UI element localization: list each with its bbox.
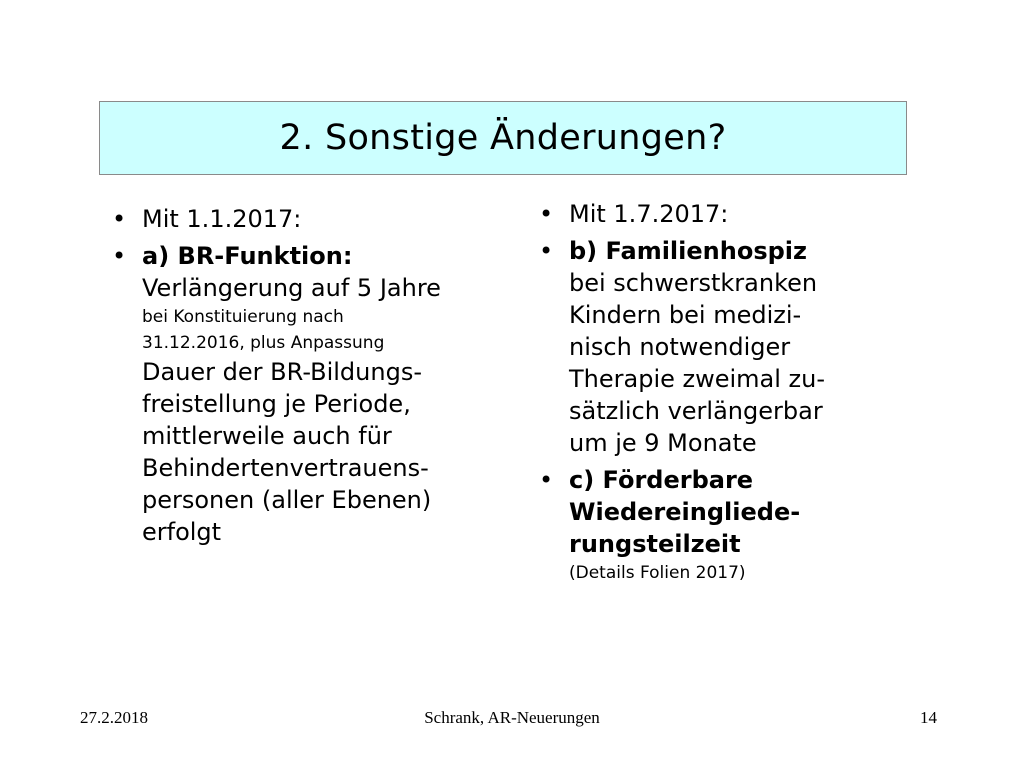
left-item-br-funktion	[108, 240, 518, 548]
slide-title: 2. Sonstige Änderungen?	[279, 118, 727, 158]
left-column	[108, 203, 518, 553]
br-funktion-heading: a) BR-Funktion:	[142, 242, 353, 270]
bullet-icon: •	[112, 242, 127, 270]
wiedereingliederung-heading-line: rungsteilzeit	[569, 530, 741, 558]
left-item-date	[108, 203, 518, 235]
footer-title: Schrank, AR-Neuerungen	[424, 708, 600, 727]
br-funktion-line: Behindertenvertrauens-	[142, 454, 429, 482]
wiedereingliederung-heading-line: Wiedereingliede-	[569, 498, 801, 526]
right-item-familienhospiz	[535, 235, 935, 459]
br-funktion-small-line: 31.12.2016, plus Anpassung	[142, 333, 385, 353]
familienhospiz-line: Kindern bei medizi-	[569, 301, 802, 329]
right-bullet-list	[535, 198, 935, 586]
br-funktion-line: freistellung je Periode,	[142, 390, 411, 418]
br-funktion-line: mittlerweile auch für	[142, 422, 392, 450]
right-item-date	[535, 198, 935, 230]
footer-page-number: 14	[920, 708, 937, 727]
bullet-icon: •	[539, 466, 554, 494]
familienhospiz-line: Therapie zweimal zu-	[569, 365, 826, 393]
bullet-icon: •	[539, 200, 554, 228]
br-funktion-line: personen (aller Ebenen)	[142, 486, 432, 514]
wiedereingliederung-heading-line: c) Förderbare	[569, 466, 754, 494]
br-funktion-line: erfolgt	[142, 518, 222, 546]
title-box	[99, 101, 907, 175]
familienhospiz-line: bei schwerstkranken	[569, 269, 818, 297]
bullet-icon: •	[112, 205, 127, 233]
right-item-wiedereingliederung	[535, 464, 935, 586]
wiedereingliederung-note: (Details Folien 2017)	[569, 563, 746, 583]
familienhospiz-line: nisch notwendiger	[569, 333, 791, 361]
footer-date: 27.2.2018	[80, 708, 148, 727]
bullet-icon: •	[539, 237, 554, 265]
familienhospiz-line: sätzlich verlängerbar	[569, 397, 823, 425]
familienhospiz-heading: b) Familienhospiz	[569, 237, 807, 265]
left-item-date-text: Mit 1.1.2017:	[142, 205, 302, 233]
br-funktion-small-line: bei Konstituierung nach	[142, 307, 344, 327]
br-funktion-line: Verlängerung auf 5 Jahre	[142, 274, 441, 302]
right-item-date-text: Mit 1.7.2017:	[569, 200, 729, 228]
familienhospiz-line: um je 9 Monate	[569, 429, 757, 457]
right-column	[535, 198, 935, 591]
left-bullet-list	[108, 203, 518, 548]
br-funktion-line: Dauer der BR-Bildungs-	[142, 358, 422, 386]
